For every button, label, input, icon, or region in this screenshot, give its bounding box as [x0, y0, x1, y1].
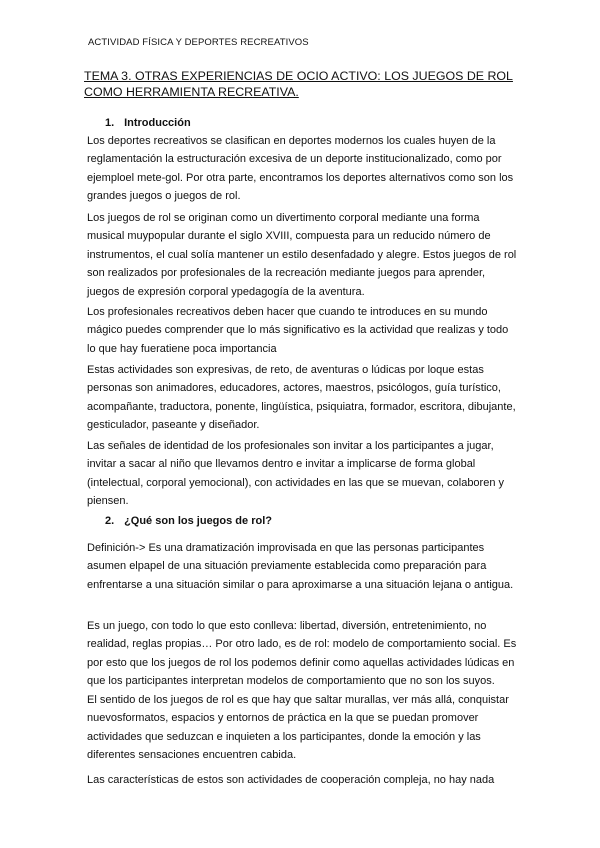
paragraph-2: Los juegos de rol se originan como un divertimento corporal mediante una forma musical muypopular durante el siglo XVIII, compuesta para un reducido número de instrumentos, el cual solía mantener un estilo desenfadado y alegre. Estos juegos de rol son realizados por profesionales de la recreación mediante juegos para aprender, juegos de expresión corporal ypedagogía de la aventura. [87, 212, 517, 298]
paragraph-7: Es un juego, con todo lo que esto conlleva: libertad, diversión, entretenimiento, no realidad, reglas propias… Por otro lado, es de rol: modelo de comportamiento social. Es por esto que los juegos de rol los podemos definir como aquellas actividades lúdicas en que los participantes interpretan modelos de comportamiento que no son los suyos. [87, 620, 517, 688]
section-title: Introducción [124, 117, 191, 129]
paragraph-4: Estas actividades son expresivas, de reto, de aventuras o lúdicas por loque estas personas son animadores, educadores, actores, maestros, psicólogos, guía turístico, acompañante, traductora, ponente, lingüística, psiquiatra, formador, escritora, dibujante, gesticulador, paseante y diseñador. [87, 364, 516, 432]
paragraph-3: Los profesionales recreativos deben hacer que cuando te introduces en su mundo mágico puedes comprender que lo más significativo es la actividad que realizas y todo lo que hay fueratiene poca importancia [87, 306, 509, 355]
section-heading-que-son [105, 515, 272, 527]
paragraph-8: El sentido de los juegos de rol es que hay que saltar murallas, ver más allá, conquistar nuevosformatos, espacios y entornos de práctica en la que se puedan promover actividades que seduzcan e inquieten a los participantes, donde la emoción y las diferentes sensaciones encuentren cabida. [87, 694, 509, 762]
page-title: TEMA 3. OTRAS EXPERIENCIAS DE OCIO ACTIVO: LOS JUEGOS DE ROL COMO HERRAMIENTA RECREATIVA. [84, 69, 513, 99]
paragraph-1: Los deportes recreativos se clasifican en deportes modernos los cuales huyen de la reglamentación la estructuración excesiva de un deporte institucionalizado, como por ejemploel mete-gol. Por otra parte, encontramos los deportes alternativos como son los grandes juegos o juegos de rol. [87, 135, 514, 203]
section-number: 1. [105, 117, 115, 129]
paragraph-6: Definición-> Es una dramatización improvisada en que las personas participantes asumen elpapel de una situación previamente establecida como preparación para enfrentarse a una situación similar o para aproximarse a una situación lejana o antigua. [87, 542, 514, 591]
running-header: ACTIVIDAD FÍSICA Y DEPORTES RECREATIVOS [88, 37, 309, 48]
section-heading-introduccion [105, 117, 191, 129]
section-number: 2. [105, 515, 115, 527]
paragraph-5: Las señales de identidad de los profesionales son invitar a los participantes a jugar, invitar a sacar al niño que llevamos dentro e invitar a implicarse de forma global (intelectual, corporal yemocional), con actividades en las que se muevan, colaboren y piensen. [87, 440, 505, 508]
section-title: ¿Qué son los juegos de rol? [124, 515, 272, 527]
paragraph-9: Las características de estos son actividades de cooperación compleja, no hay nada [87, 774, 495, 786]
